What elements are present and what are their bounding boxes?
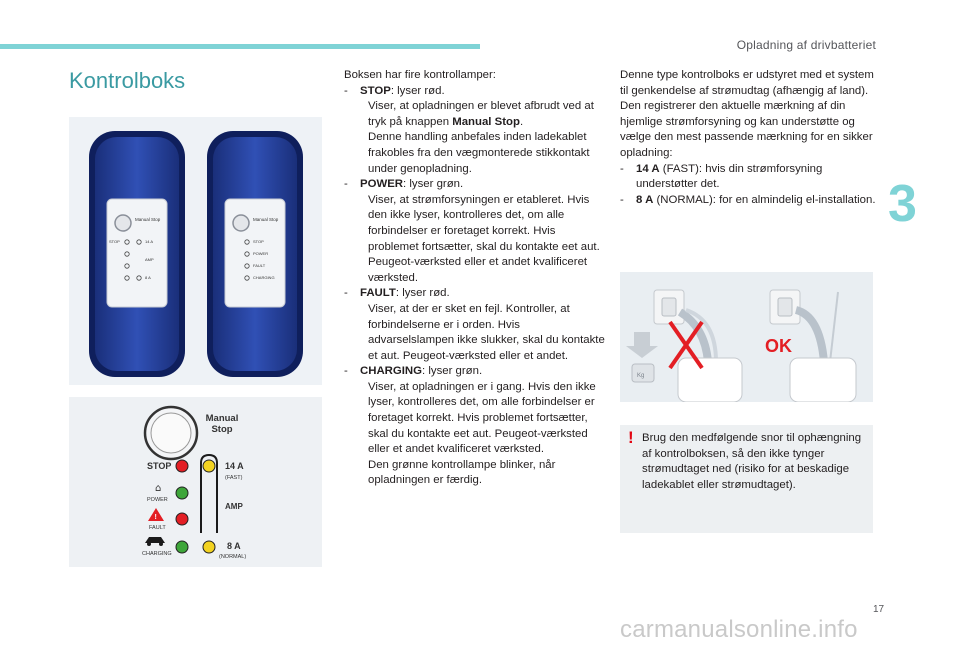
fault-desc: Viser, at der er sket en fejl. Kontroller, at forbindelserne er i orden. Hvis advarselslampen ikke slukker, skal du kontakte et aut. Peugeot-værksted eller et andet. [368, 302, 605, 362]
charging-led [176, 541, 188, 553]
charging-rest: : lyser grøn. [422, 365, 483, 378]
stop-rest: : lyser rød. [390, 84, 445, 97]
stop-label: Stop [211, 424, 233, 435]
bullet-dash: - [344, 178, 348, 191]
left-amp-label: AMP [145, 257, 154, 262]
recognition-intro: Denne type kontrolboks er udstyret med et system til genkendelse af strømudtag (afhængig af land). Den registrerer den aktuelle mærkning af din hjemlige strømforsyning og kan understøtte og vælge den mest passende mærkning for en sikker opladning: [620, 69, 874, 159]
right-fault-label: FAULT [253, 263, 266, 268]
charging-text: CHARGING [142, 551, 172, 557]
chapter-number: 3 [888, 175, 917, 233]
notice-box [620, 425, 873, 533]
fault-text: FAULT [149, 525, 166, 531]
power-item [344, 177, 606, 193]
lamps-description [344, 68, 606, 489]
stop-text: STOP [147, 461, 172, 471]
8a-led [203, 541, 215, 553]
watermark: carmanualsonline.info [620, 616, 858, 643]
top-accent-bar [0, 44, 480, 49]
left-stop-label: STOP [109, 239, 120, 244]
notice-text: Brug den medfølgende snor til ophængning af kontrolboksen, så den ikke tynger strømudtaget ned (risiko for at beskadige ladekablet eller strømudtaget). [642, 432, 862, 491]
charging-desc-2: Den grønne kontrollampe blinker, når opladningen er færdig. [368, 458, 556, 487]
lamps-intro: Boksen har fire kontrollamper: [344, 69, 496, 81]
normal-text: (NORMAL) [219, 554, 247, 560]
car-icon [145, 537, 165, 543]
power-text: POWER [147, 497, 168, 503]
left-8a-label: 8 A [145, 275, 151, 280]
amp-text: AMP [225, 502, 243, 511]
right-power-label: POWER [253, 251, 269, 256]
svg-text:!: ! [154, 514, 157, 521]
14a-led [203, 460, 215, 472]
weight-label: Kg [637, 373, 645, 379]
normal-item [620, 193, 882, 209]
bullet-dash: - [620, 162, 624, 175]
right-stop-label: STOP [253, 239, 264, 244]
recognition-description [620, 68, 882, 208]
left-14a-label: 14 A [145, 239, 154, 244]
right-manual-label: Manual Stop [253, 217, 279, 222]
home-icon: ⌂ [155, 483, 162, 494]
14a-text: 14 A [225, 461, 244, 471]
power-term: POWER [360, 178, 404, 191]
warning-mark-icon: ! [628, 428, 634, 447]
power-rest: : lyser grøn. [403, 178, 464, 191]
fast-term: 14 A [636, 162, 660, 175]
control-box-right [207, 131, 303, 377]
8a-text: 8 A [227, 541, 241, 551]
power-desc: Viser, at strømforsyningen er etableret. Hvis den ikke lyser, kontrolleres det, om alle forbindelser er foretaget korrekt. Hvis problemet fortsætter, skal du kontakte eet aut. Peugeot-værksted eller et andet kvalificeret værksted. [368, 193, 600, 284]
fault-rest: : lyser rød. [395, 287, 450, 300]
fault-led [176, 513, 188, 525]
charging-item [344, 364, 606, 380]
normal-desc: (NORMAL): for en almindelig el-installation. [653, 193, 876, 206]
right-charging-label: CHARGING [253, 275, 275, 280]
plug-orientation-illustration [620, 272, 873, 402]
fast-desc: (FAST): hvis din strømforsyning understøtter det. [636, 162, 823, 191]
fault-item [344, 286, 606, 302]
chapter-title: Opladning af drivbatteriet [736, 38, 876, 52]
bullet-dash: - [620, 193, 624, 206]
fast-text: (FAST) [225, 475, 243, 481]
bullet-dash: - [344, 287, 348, 300]
bullet-dash: - [344, 365, 348, 378]
stop-desc-2: Denne handling anbefales inden ladekablet frakobles fra den vægmonterede stikkontakt under genopladning. [368, 131, 590, 175]
left-manual-label: Manual Stop [135, 217, 161, 222]
stop-led [176, 460, 188, 472]
fault-term: FAULT [360, 287, 396, 300]
page-number: 17 [873, 604, 885, 615]
control-box-left [89, 131, 185, 377]
power-led [176, 487, 188, 499]
bullet-dash: - [344, 84, 348, 97]
control-boxes-illustration [69, 117, 322, 385]
charging-term: CHARGING [360, 365, 423, 378]
manual-label: Manual [205, 413, 239, 424]
control-panel-detail [69, 397, 322, 567]
stop-item [344, 84, 606, 100]
stop-term: STOP [360, 84, 391, 97]
charging-desc-1: Viser, at opladningen er i gang. Hvis den ikke lyser, kontrolleres det, om alle forbindelser er foretaget korrekt. Hvis problemet fortsætter, skal du kontakte eet aut. Peugeot-værksted eller et andet kvalificeret værksted. [368, 380, 596, 456]
section-title: Kontrolboks [69, 68, 186, 93]
normal-term: 8 A [636, 193, 654, 206]
fast-item [620, 162, 882, 193]
stop-desc-1: Viser, at opladningen er blevet afbrudt ved at tryk på knappen Manual Stop. [368, 100, 594, 128]
ok-label: OK [765, 336, 792, 356]
